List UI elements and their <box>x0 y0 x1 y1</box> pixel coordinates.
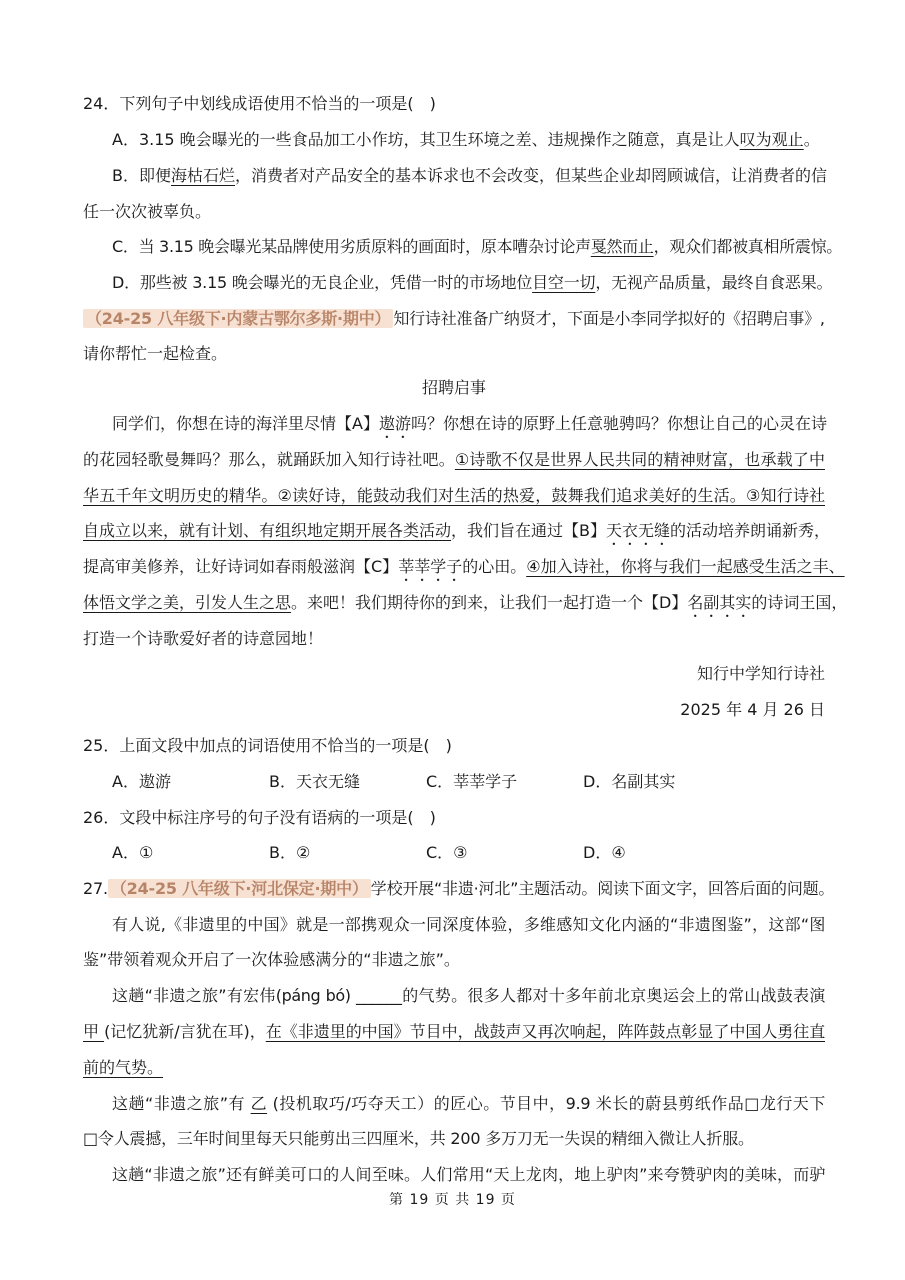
underlined-idiom: 叹为观止 <box>739 130 804 149</box>
dotted-word: 天衣无缝 <box>606 521 671 540</box>
notice-line-7: 打造一个诗歌爱好者的诗意园地！ <box>83 629 324 648</box>
q27-stem: 27. （24-25 八年级下·河北保定·期中） 学校开展“非遗·河北”主题活动。阅读下面文字，回答后面的问题。 <box>83 879 835 898</box>
source-tag: （24-25 八年级下·河北保定·期中） <box>108 879 371 898</box>
notice-signature: 知行中学知行诗社 <box>696 664 825 683</box>
sentence-1-end: 华五千年文明历史的精华。 <box>83 486 278 505</box>
underlined-idiom: 目空一切 <box>532 273 596 292</box>
q26-option-d[interactable]: D．④ <box>583 843 626 862</box>
notice-date: 2025 年 4 月 26 日 <box>680 700 825 719</box>
notice-title: 招聘启事 <box>421 378 486 397</box>
q24-option-b-cont: 任一次次被辜负。 <box>83 202 212 221</box>
q27-para2-line1: 这趟“非遗之旅”有宏伟(páng bó) ______的气势。很多人都对十多年前北京奥运会上的常山战鼓表演 <box>112 986 825 1005</box>
notice-line-6: 体悟文学之美，引发人生之思。来吧！我们期待你的到来，让我们一起打造一个【D】名副其实的诗词王国， <box>83 593 848 612</box>
underlined-sentence-end: 前的气势。 <box>83 1058 164 1077</box>
q24-option-d: D．那些被 3.15 晚会曝光的无良企业，凭借一时的市场地位目空一切，无视产品质量，最终自食恶果。 <box>112 273 833 292</box>
q25-option-d[interactable]: D．名副其实 <box>583 772 676 791</box>
notice-line-1: 同学们，你想在诗的海洋里尽情【A】遨游吗？你想在诗的原野上任意驰骋吗？你想让自己的心灵在诗 <box>112 414 827 433</box>
q27-para2-line3 <box>83 1056 825 1080</box>
q25-option-c[interactable]: C．莘莘学子 <box>426 772 518 791</box>
source-tag: （24-25 八年级下·内蒙古鄂尔多斯·期中） <box>83 309 393 328</box>
q26-option-a[interactable]: A．① <box>112 843 154 862</box>
q25-stem: 25．上面文段中加点的词语使用不恰当的一项是( ) <box>83 736 452 755</box>
q25-option-a[interactable]: A．遨游 <box>112 772 171 791</box>
notice-line-4: 自成立以来，就有计划、有组织地定期开展各类活动，我们旨在通过【B】天衣无缝的活动培养朗诵新秀， <box>83 521 831 540</box>
sentence-1: ①诗歌不仅是世界人民共同的精神财富，也承载了中 <box>454 450 825 469</box>
q26-stem: 26．文段中标注序号的句子没有语病的一项是( ) <box>83 808 436 827</box>
q27-para4-line1: 这趟“非遗之旅”还有鲜美可口的人间至味。人们常用“天上龙肉，地上驴肉”来夸赞驴肉的美味，而驴 <box>112 1165 825 1184</box>
sentence-3-end: 自成立以来，就有计划、有组织地定期开展各类活动 <box>83 521 452 540</box>
dotted-word: 名副其实 <box>687 593 752 612</box>
q27-para3-line2: □令人震撼，三年时间里每天只能剪出三四厘米，共 200 多万刀无一失误的精细入微让人折服。 <box>83 1129 754 1148</box>
sentence-2: ②读好诗，能鼓动我们对生活的热爱，鼓舞我们追求美好的生活。 <box>277 486 746 505</box>
sentence-4-end: 体悟文学之美，引发人生之思 <box>83 593 292 612</box>
underlined-idiom: 戛然而止 <box>590 237 654 256</box>
page-footer: 第 19 页 共 19 页 <box>389 1192 516 1208</box>
q26-options <box>112 841 825 865</box>
q24-option-c: C．当 3.15 晚会曝光某品牌使用劣质原料的画面时，原本嘈杂讨论声戛然而止，观众们都被真相所震惊。 <box>112 237 842 256</box>
q27-para2-line2: 甲 (记忆犹新/言犹在耳)，在《非遗里的中国》节目中，战鼓声又再次响起，阵阵鼓点彰显了中国人勇往直 <box>83 1022 825 1041</box>
q25-option-b[interactable]: B．天衣无缝 <box>269 772 360 791</box>
passage1-intro-cont: 请你帮忙一起检查。 <box>83 344 228 363</box>
passage1-intro: （24-25 八年级下·内蒙古鄂尔多斯·期中） 知行诗社准备广纳贤才，下面是小李同学拟好的《招聘启事》, <box>83 307 825 331</box>
q27-para1-line2: 鉴”带领着观众开启了一次体验感满分的“非遗之旅”。 <box>83 950 460 969</box>
q26-option-b[interactable]: B．② <box>269 843 311 862</box>
blank-yi: 乙 <box>250 1094 268 1113</box>
notice-line-5: 提高审美修养，让好诗词如春雨般滋润【C】莘莘学子的心田。④加入诗社，你将与我们一起感受生活之丰、 <box>83 557 845 576</box>
q26-option-c[interactable]: C．③ <box>426 843 468 862</box>
blank-jia: 甲 <box>83 1022 105 1041</box>
q24-stem: 24．下列句子中划线成语使用不恰当的一项是( ) <box>83 94 436 113</box>
q24-option-a: A．3.15 晚会曝光的一些食品加工小作坊，其卫生环境之差、违规操作之随意，真是让人叹为观止。 <box>112 130 820 149</box>
sentence-4: ④加入诗社，你将与我们一起感受生活之丰、 <box>526 557 845 576</box>
q25-options <box>112 770 825 794</box>
dotted-word: 遨游 <box>378 414 411 433</box>
q27-para1-line1: 有人说,《非遗里的中国》就是一部携观众一同深度体验，多维感知文化内涵的“非遗图鉴”，这部“图 <box>112 915 825 934</box>
notice-line-2: 的花园轻歌曼舞吗？那么，就踊跃加入知行诗社吧。①诗歌不仅是世界人民共同的精神财富，也承载了中 <box>83 450 825 469</box>
sentence-3: ③知行诗社 <box>746 486 825 505</box>
underlined-sentence: 在《非遗里的中国》节目中，战鼓声又再次响起，阵阵鼓点彰显了中国人勇往直 <box>265 1022 825 1041</box>
dotted-word: 莘莘学子 <box>398 557 463 576</box>
notice-line-3 <box>83 484 825 508</box>
q24-option-b: B．即便海枯石烂，消费者对产品安全的基本诉求也不会改变，但某些企业却罔顾诚信，让消费者的信 <box>112 166 828 185</box>
underlined-idiom: 海枯石烂 <box>170 166 235 185</box>
q27-para3-line1: 这趟“非遗之旅”有 乙 (投机取巧/巧夺天工）的匠心。节目中，9.9 米长的蔚县剪纸作品□龙行天下 <box>112 1094 826 1113</box>
